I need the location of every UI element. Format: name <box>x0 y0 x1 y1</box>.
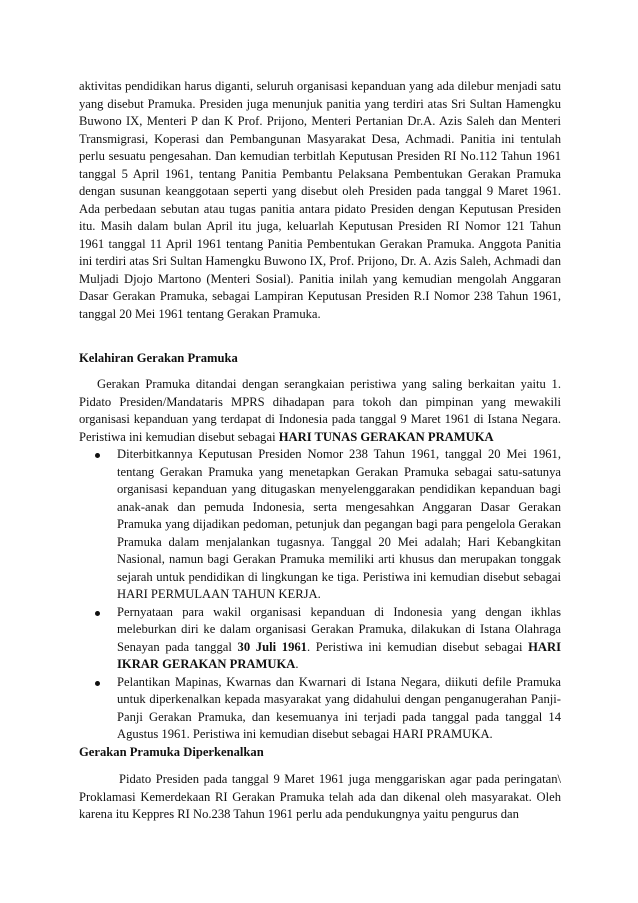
body-paragraph: aktivitas pendidikan harus diganti, seluruh organisasi kepanduan yang ada dilebur menjadi satu yang disebut Pramuka. Presiden juga menunjuk panitia yang terdiri atas Sri Sultan Hamengku Buwono IX, Menteri P dan K Prof. Prijono, Menteri Pertanian Dr.A. Azis Saleh dan Menteri Transmigrasi, Koperasi dan Pembangunan Masyarakat Desa, Achmadi. Panitia ini tentulah perlu sesuatu pengesahan. Dan kemudian terbitlah Keputusan Presiden RI No.112 Tahun 1961 tanggal 5 April 1961, tentang Panitia Pembantu Pelaksana Pembentukan Gerakan Pramuka dengan susunan keanggotaan seperti yang disebut oleh Presiden pada tanggal 9 Maret 1961. Ada perbedaan sebutan atau tugas panitia antara pidato Presiden dengan Keputusan Presiden itu. Masih dalam bulan April itu juga, keluarlah Keputusan Presiden RI Nomor 121 Tahun 1961 tanggal 11 April 1961 tentang Panitia Pembentukan Gerakan Pramuka. Anggota Panitia ini terdiri atas Sri Sultan Hamengku Buwono IX, Prof. Prijono, Dr. A. Azis Saleh, Achmadi dan Muljadi Djojo Martono (Menteri Sosial). Panitia inilah yang kemudian mengolah Anggaran Dasar Gerakan Pramuka, sebagai Lampiran Keputusan Presiden R.I Nomor 238 Tahun 1961, tanggal 20 Mei 1961 tentang Gerakan Pramuka. <box>79 79 561 321</box>
body-paragraph <box>79 376 561 446</box>
bullet-icon <box>95 611 100 616</box>
list-item-text: Diterbitkannya Keputusan Presiden Nomor 238 Tahun 1961, tanggal 20 Mei 1961, tentang Gerakan Pramuka yang menetapkan Gerakan Pramuka sebagai satu-satunya organisasi kepanduan yang ditugaskan menyelenggarakan pendidikan kepanduan bagi anak-anak dan pemuda Indonesia, serta mengesahkan Anggaran Dasar Gerakan Pramuka yang dijadikan pedoman, petunjuk dan pegangan bagi para pengelola Gerakan Pramuka dalam menjalankan tugasnya. Tanggal 20 Mei adalah; Hari Kebangkitan Nasional, namun bagi Gerakan Pramuka memiliki arti khusus dan merupakan tonggak sejarah untuk pendidikan di lingkungan ke tiga. Peristiwa ini kemudian disebut sebagai HARI PERMULAAN TAHUN KERJA. <box>117 447 561 601</box>
bold-phrase: HARI IKRAR GERAKAN PRAMUKA <box>117 639 562 671</box>
bullet-icon <box>95 453 100 458</box>
paragraph-text: Pidato Presiden pada tanggal 9 Maret 1961 juga menggariskan agar pada peringatan\ Proklamasi Kemerdekaan RI Gerakan Pramuka telah ada dan dikenal oleh masyarakat. Oleh karena itu Keppres RI No.238 Tahun 1961 perlu ada pendukungnya yaitu pengurus dan <box>79 772 561 821</box>
bold-phrase: HARI TUNAS GERAKAN PRAMUKA <box>278 429 494 444</box>
list-item-text: Pernyataan para wakil organisasi kepanduan di Indonesia yang dengan ikhlas meleburkan diri ke dalam organisasi Gerakan Pramuka, dilakukan di Istana Olahraga Senayan pada tanggal <box>117 604 561 654</box>
list-item-text: Pelantikan Mapinas, Kwarnas dan Kwarnari di Istana Negara, diikuti defile Pramuka untuk diperkenalkan kepada masyarakat yang didahului dengan penganugerahan Panji-Panji Gerakan Pramuka, dan kesemuanya ini terjadi pada tanggal pada tanggal 14 Agustus 1961. Peristiwa ini kemudian disebut sebagai HARI PRAMUKA. <box>117 674 561 741</box>
list-item-text: . <box>295 657 299 671</box>
list-item-text: . Peristiwa ini kemudian disebut sebagai <box>306 639 529 654</box>
body-paragraph <box>79 771 561 824</box>
section-heading: Kelahiran Gerakan Pramuka <box>79 351 238 365</box>
bold-date: 30 Juli 1961 <box>237 639 307 654</box>
list-item <box>79 446 561 604</box>
paragraph-text: Gerakan Pramuka ditandai dengan serangkaian peristiwa yang saling berkaitan yaitu 1. Pidato Presiden/Mandataris MPRS dihadapan para tokoh dan pimpinan yang mewakili organisasi kepanduan yang terdapat di Indonesia pada tanggal 9 Maret 1961 di Istana Negara. Peristiwa ini kemudian disebut sebagai <box>79 377 561 444</box>
list-item <box>79 604 561 674</box>
bullet-icon <box>95 681 100 686</box>
list-item <box>79 674 561 744</box>
section-heading: Gerakan Pramuka Diperkenalkan <box>79 745 264 759</box>
bullet-list <box>79 446 561 744</box>
